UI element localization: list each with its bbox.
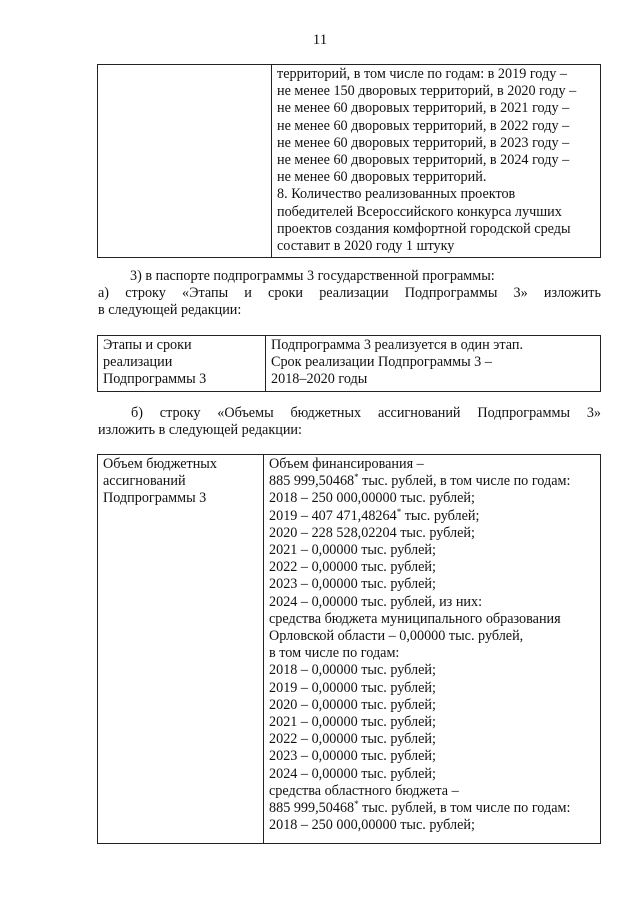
budget-value-line bbox=[269, 456, 596, 473]
budget-value-line bbox=[269, 576, 596, 593]
budget-value-text: Орловской области – 0,00000 тыс. рублей, bbox=[269, 628, 524, 645]
budget-value-text: средства областного бюджета – bbox=[269, 782, 459, 799]
footnote-mark: * bbox=[396, 506, 402, 517]
word: б) bbox=[131, 405, 143, 421]
budget-value-text: 2023 – 0,00000 тыс. рублей; bbox=[269, 576, 436, 593]
word: ассигнований bbox=[377, 405, 461, 421]
table1-left-cell bbox=[98, 65, 272, 258]
stages-table bbox=[97, 335, 601, 392]
paragraph-a-second-line: в следующей редакции: bbox=[98, 302, 242, 318]
budget-label-line: Объем бюджетных bbox=[103, 456, 217, 472]
table1-line: не менее 60 дворовых территорий, в 2024 году – bbox=[277, 152, 570, 169]
budget-value-text: 2018 – 0,00000 тыс. рублей; bbox=[269, 662, 436, 679]
paragraph-3: 3) в паспорте подпрограммы 3 государственной программы: bbox=[130, 268, 495, 284]
budget-value-text: 2018 – 250 000,00000 тыс. рублей; bbox=[269, 490, 475, 507]
budget-value-line bbox=[269, 490, 596, 507]
budget-value-line bbox=[269, 542, 596, 559]
stages-value-line: 2018–2020 годы bbox=[271, 371, 368, 388]
budget-value-line bbox=[269, 817, 596, 834]
paragraph-b-second-line: изложить в следующей редакции: bbox=[98, 422, 302, 438]
budget-label-cell bbox=[98, 455, 264, 844]
budget-value-text: в том числе по годам: bbox=[269, 645, 400, 662]
budget-value-line bbox=[269, 611, 596, 628]
budget-allocations-table bbox=[97, 454, 601, 844]
budget-value-text: 885 999,50468 bbox=[269, 473, 355, 490]
stages-value-line: Подпрограмма 3 реализуется в один этап. bbox=[271, 337, 523, 353]
budget-value-line bbox=[269, 473, 596, 490]
budget-value-text: 2018 – 250 000,00000 тыс. рублей; bbox=[269, 817, 475, 834]
budget-value-text: 2020 – 0,00000 тыс. рублей; bbox=[269, 696, 436, 713]
budget-value-text: тыс. рублей, в том числе по годам: bbox=[358, 800, 571, 817]
stages-value-cell bbox=[266, 336, 601, 392]
budget-value-text: 2024 – 0,00000 тыс. рублей; bbox=[269, 765, 436, 782]
stages-label-line: Этапы и сроки bbox=[103, 337, 192, 353]
table1-line: не менее 60 дворовых территорий. bbox=[277, 169, 487, 186]
word: сроки bbox=[268, 285, 304, 301]
word: «Этапы bbox=[182, 285, 229, 301]
budget-label-line: Подпрограммы 3 bbox=[103, 490, 207, 507]
budget-label-line: ассигнований bbox=[103, 473, 186, 490]
stages-label-line: реализации bbox=[103, 354, 173, 371]
budget-value-line bbox=[269, 680, 596, 697]
budget-value-line bbox=[269, 748, 596, 765]
budget-value-line bbox=[269, 594, 596, 611]
budget-value-line bbox=[269, 508, 596, 525]
budget-value-line bbox=[269, 714, 596, 731]
budget-value-text: 2022 – 0,00000 тыс. рублей; bbox=[269, 731, 436, 748]
word: реализации bbox=[319, 285, 389, 301]
budget-value-text: тыс. рублей, в том числе по годам: bbox=[358, 473, 571, 490]
word: 3» bbox=[586, 405, 601, 421]
budget-value-text: 2023 – 0,00000 тыс. рублей; bbox=[269, 748, 436, 765]
word: бюджетных bbox=[290, 405, 362, 421]
page-number: 11 bbox=[312, 32, 328, 48]
budget-value-text: 885 999,50468 bbox=[269, 800, 355, 817]
stages-label-line: Подпрограммы 3 bbox=[103, 371, 207, 388]
stages-label-cell bbox=[98, 336, 266, 392]
budget-value-line bbox=[269, 662, 596, 679]
word: строку bbox=[125, 285, 166, 301]
table1-line: проектов создания комфортной городской среды bbox=[277, 220, 571, 237]
table1-right-cell bbox=[272, 65, 601, 258]
budget-value-text: 2021 – 0,00000 тыс. рублей; bbox=[269, 714, 436, 731]
table1-line: составит в 2020 году 1 штуку bbox=[277, 238, 455, 255]
budget-value-line bbox=[269, 559, 596, 576]
budget-value-text: 2019 – 0,00000 тыс. рублей; bbox=[269, 679, 436, 696]
budget-value-line bbox=[269, 766, 596, 783]
word: 3» bbox=[513, 285, 528, 301]
budget-value-line bbox=[269, 800, 596, 817]
table1-line: не менее 60 дворовых территорий, в 2023 году – bbox=[277, 134, 570, 151]
budget-value-line bbox=[269, 645, 596, 662]
indicators-table-continuation bbox=[97, 64, 601, 258]
table1-line: не менее 60 дворовых территорий, в 2021 году – bbox=[277, 100, 570, 117]
paragraph-b-first-line bbox=[98, 405, 601, 422]
budget-value-line bbox=[269, 525, 596, 542]
table1-line: не менее 60 дворовых территорий, в 2022 году – bbox=[277, 117, 570, 134]
paragraph-a-first-line bbox=[98, 285, 601, 302]
stages-value-line: Срок реализации Подпрограммы 3 – bbox=[271, 354, 492, 371]
word: и bbox=[244, 285, 252, 301]
budget-value-line bbox=[269, 783, 596, 800]
budget-value-text: тыс. рублей; bbox=[401, 507, 480, 524]
budget-value-text: 2021 – 0,00000 тыс. рублей; bbox=[269, 542, 436, 559]
budget-value-line bbox=[269, 697, 596, 714]
footnote-mark: * bbox=[354, 799, 359, 810]
word: Подпрограммы bbox=[477, 405, 570, 421]
budget-value-text: 2024 – 0,00000 тыс. рублей, из них: bbox=[269, 593, 483, 610]
budget-value-cell bbox=[264, 455, 601, 844]
budget-value-text: 2022 – 0,00000 тыс. рублей; bbox=[269, 559, 436, 576]
budget-value-text: 2019 – 407 471,48264 bbox=[269, 507, 397, 524]
table1-line: победителей Всероссийского конкурса лучших bbox=[277, 203, 562, 220]
word: а) bbox=[98, 285, 110, 301]
table1-line: 8. Количество реализованных проектов bbox=[277, 186, 516, 203]
footnote-mark: * bbox=[354, 472, 359, 483]
budget-value-text: средства бюджета муниципального образования bbox=[269, 610, 561, 627]
budget-value-line bbox=[269, 628, 596, 645]
word: «Объемы bbox=[217, 405, 274, 421]
table1-line: не менее 150 дворовых территорий, в 2020 году – bbox=[277, 83, 577, 100]
budget-value-text: Объем финансирования – bbox=[269, 456, 424, 472]
budget-value-text: 2020 – 228 528,02204 тыс. рублей; bbox=[269, 524, 475, 541]
table1-line: территорий, в том числе по годам: в 2019 году – bbox=[277, 66, 567, 82]
budget-value-line bbox=[269, 731, 596, 748]
word: строку bbox=[159, 405, 201, 421]
word: изложить bbox=[543, 285, 601, 301]
word: Подпрограммы bbox=[404, 285, 498, 301]
